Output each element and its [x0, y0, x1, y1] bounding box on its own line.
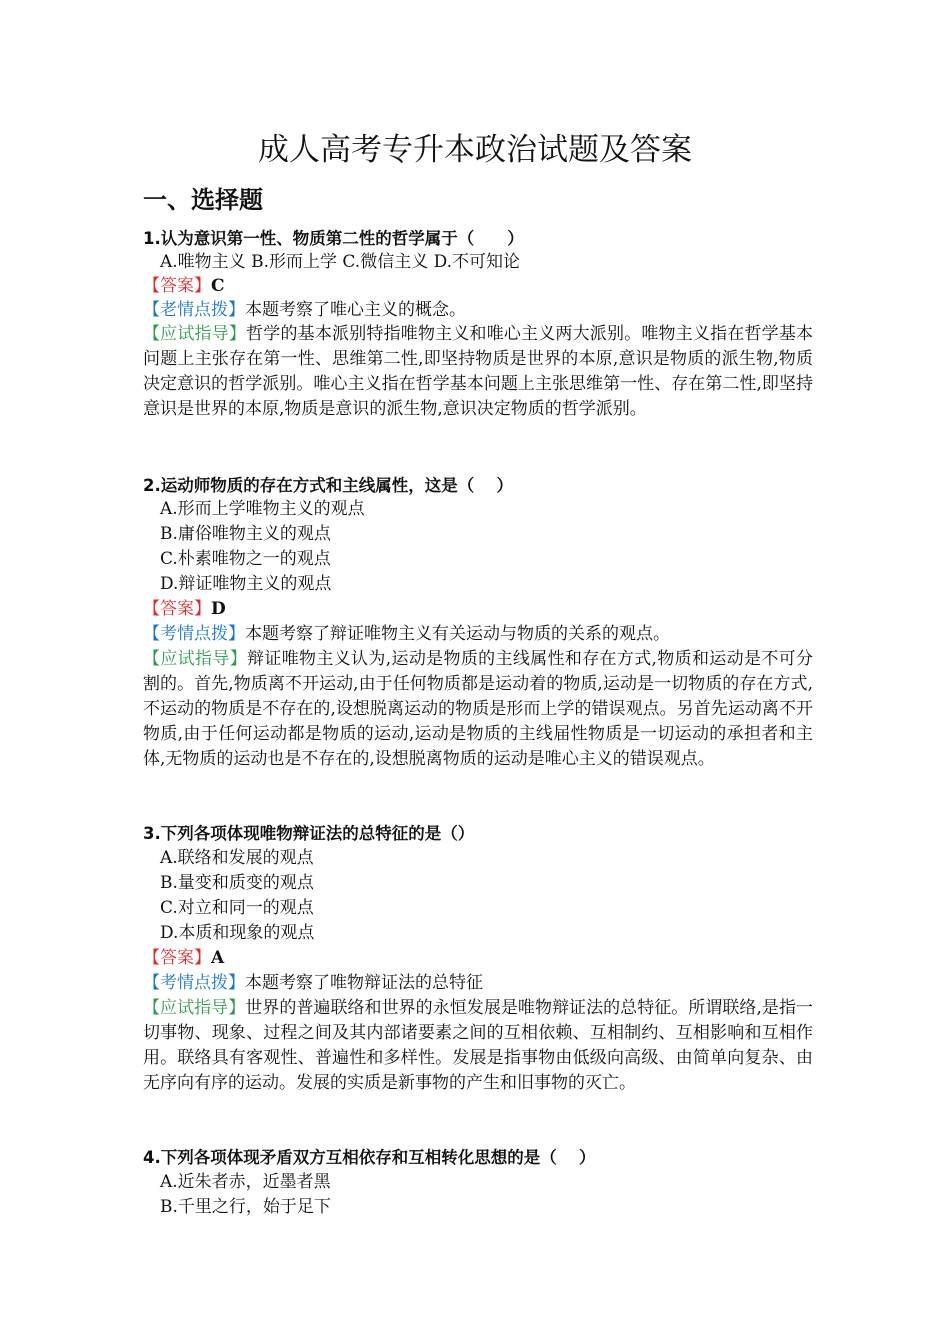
question-1-stem: 1.认为意识第一性、物质第二性的哲学属于（ ） [143, 229, 524, 248]
question-3-point [143, 971, 813, 996]
guide-tag: 【应试指导】 [143, 324, 247, 344]
question-4-option-a: A.近朱者赤，近墨者黑 [160, 1172, 331, 1192]
answer-tag: 【答案】 [143, 599, 211, 619]
point-text: 本题考察了唯物辩证法的总特征 [245, 973, 483, 993]
guide-tag: 【应试指导】 [143, 649, 248, 669]
question-2-stem: 2.运动师物质的存在方式和主线属性，这是（ ） [143, 476, 513, 495]
answer-value: C [211, 276, 225, 296]
point-tag: 【考情点拨】 [143, 973, 245, 993]
question-1-guide [143, 322, 813, 422]
question-3-stem: 3.下列各项体现唯物辩证法的总特征的是（） [143, 824, 475, 843]
question-2-option-c: C.朴素唯物之一的观点 [160, 549, 331, 569]
answer-tag: 【答案】 [143, 948, 211, 968]
question-2-answer [143, 597, 813, 622]
question-4-stem: 4.下列各项体现矛盾双方互相依存和互相转化思想的是（ ） [143, 1148, 596, 1167]
guide-tag: 【应试指导】 [143, 998, 246, 1018]
guide-text: 哲学的基本派别特指唯物主义和唯心主义两大派别。唯物主义指在哲学基本问题上主张存在第一性、思维第二性,即坚持物质是世界的本原,意识是物质的派生物,物质决定意识的哲学派别。唯心主义指在哲学基本问题上主张思维第一性、存在第二性,即坚持意识是世界的本原,物质是意识的派生物,意识决定物质的哲学派别。 [143, 324, 814, 419]
question-3-option-d: D.本质和现象的观点 [160, 923, 315, 943]
guide-text: 世界的普遍联络和世界的永恒发展是唯物辩证法的总特征。所谓联络,是指一切事物、现象、过程之间及其内部诸要素之间的互相依赖、互相制约、互相影响和互相作用。联络具有客观性、普遍性和多样性。发展是指事物由低级向高级、由简单向复杂、由无序向有序的运动。发展的实质是新事物的产生和旧事物的灭亡。 [143, 998, 814, 1093]
question-3-answer [143, 946, 813, 971]
question-3-option-b: B.量变和质变的观点 [160, 873, 314, 893]
answer-value: A [211, 948, 225, 968]
point-text: 本题考察了唯心主义的概念。 [245, 300, 466, 320]
question-3-guide [143, 996, 813, 1096]
section-heading: 一、选择题 [143, 185, 263, 214]
point-tag: 【考情点拨】 [143, 624, 245, 644]
question-2-point [143, 622, 813, 647]
question-2-guide [143, 647, 813, 772]
question-1-options: A.唯物主义 B.形而上学 C.微信主义 D.不可知论 [160, 252, 521, 272]
guide-text: 辩证唯物主义认为,运动是物质的主线属性和存在方式,物质和运动是不可分割的。首先,物质离不开运动,由于任何物质都是运动着的物质,运动是一切物质的存在方式,不运动的物质是不存在的,设想脱离运动的物质是形而上学的错误观点。另首先运动离不开物质,由于任何运动都是物质的运动,运动是物质的主线届性物质是一切运动的承担者和主体,无物质的运动也是不存在的,设想脱离物质的运动是唯心主义的错误观点。 [143, 649, 813, 769]
question-4-option-b: B.千里之行，始于足下 [160, 1197, 331, 1217]
point-text: 本题考察了辩证唯物主义有关运动与物质的关系的观点。 [245, 624, 670, 644]
question-1-answer [143, 274, 813, 299]
question-2-option-d: D.辩证唯物主义的观点 [160, 574, 332, 594]
question-2-option-a: A.形而上学唯物主义的观点 [160, 499, 365, 519]
point-tag: 【老情点拨】 [143, 300, 245, 320]
question-3-option-c: C.对立和同一的观点 [160, 898, 314, 918]
page-title: 成人高考专升本政治试题及答案 [258, 132, 692, 168]
answer-value: D [211, 599, 226, 619]
question-2-option-b: B.庸俗唯物主义的观点 [160, 524, 331, 544]
question-1-point [143, 298, 813, 323]
answer-tag: 【答案】 [143, 276, 211, 296]
question-3-option-a: A.联络和发展的观点 [160, 848, 314, 868]
